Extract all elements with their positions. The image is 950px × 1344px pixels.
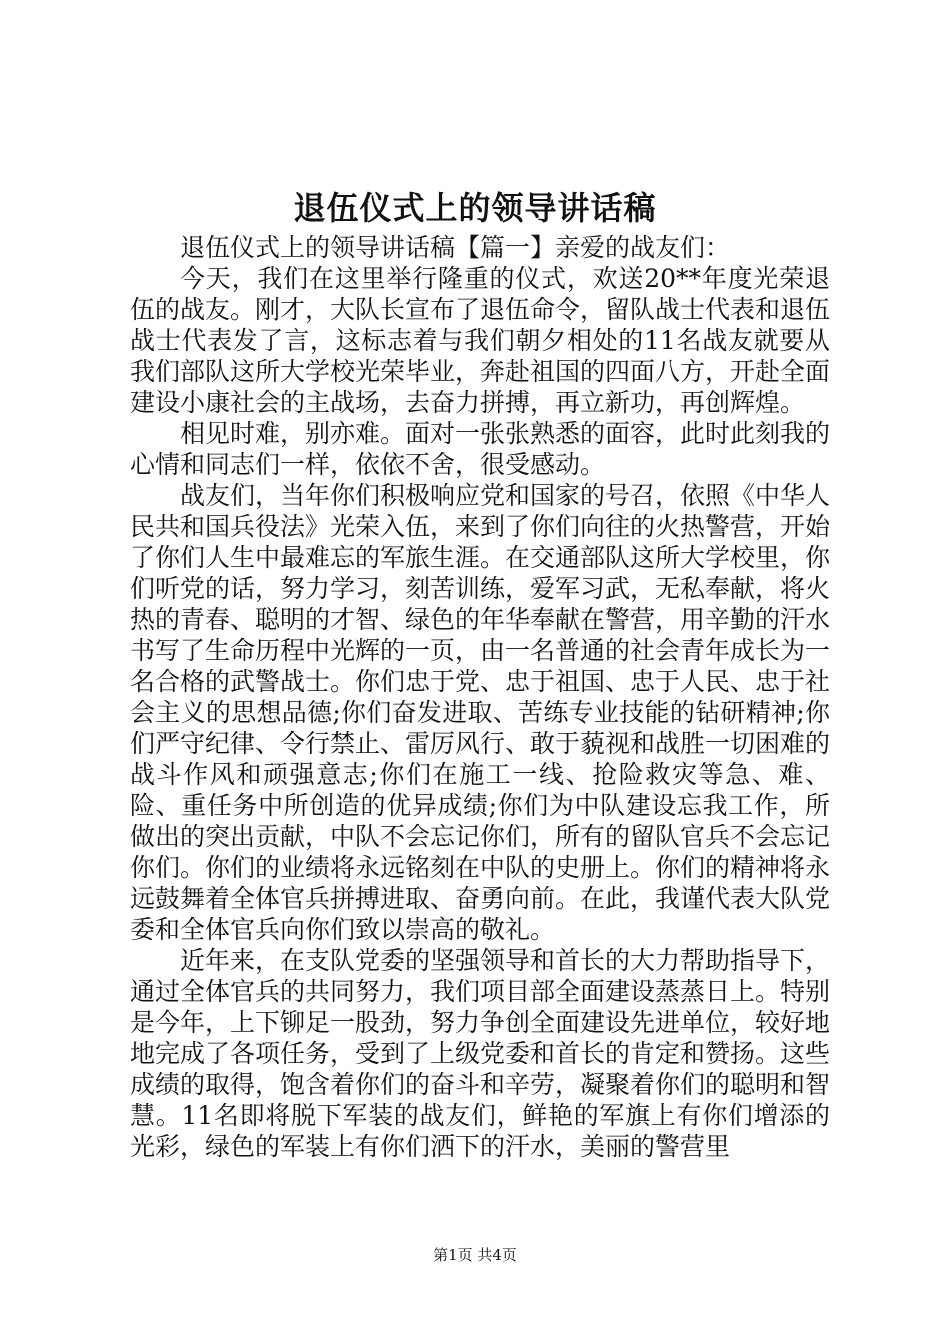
paragraph-greeting: 退伍仪式上的领导讲话稿【篇一】亲爱的战友们：	[180, 233, 731, 262]
paragraph-3: 战友们，当年你们积极响应党和国家的号召，依照《中华人民共和国兵役法》光荣入伍，来到了你们向往的火热警营，开始了你们人生中最难忘的军旅生涯。在交通部队这所大学校里，你们听党的话，努力学习，刻苦训练，爱军习武，无私奉献，将火热的青春、聪明的才智、绿色的年华奉献在警营，用辛勤的汗水书写了生命历程中光辉的一页，由一名普通的社会青年成长为一名合格的武警战士。你们忠于党、忠于祖国、忠于人民、忠于社会主义的思想品德;你们奋发进取、苦练专业技能的钻研精神;你们严守纪律、令行禁止、雷厉风行、敢于藐视和战胜一切困难的战斗作风和顽强意志;你们在施工一线、抢险救灾等急、难、险、重任务中所创造的优异成绩;你们为中队建设忘我工作，所做出的突出贡献，中队不会忘记你们，所有的留队官兵不会忘记你们。你们的业绩将永远铭刻在中队的史册上。你们的精神将永远鼓舞着全体官兵拼搏进取、奋勇向前。在此，我谨代表大队党委和全体官兵向你们致以崇高的敬礼。	[130, 481, 831, 944]
paragraph-2: 相见时难，别亦难。面对一张张熟悉的面容，此时此刻我的心情和同志们一样，依依不舍，很受感动。	[130, 419, 831, 479]
document-title: 退伍仪式上的领导讲话稿	[293, 189, 657, 227]
paragraph-1: 今天，我们在这里举行隆重的仪式，欢送20**年度光荣退伍的战友。刚才，大队长宣布了退伍命令，留队战士代表和退伍战士代表发了言，这标志着与我们朝夕相处的11名战友就要从我们部队这所大学校光荣毕业，奔赴祖国的四面八方，开赴全面建设小康社会的主战场，去奋力拼搏，再立新功，再创辉煌。	[130, 264, 831, 417]
page-footer: 第1页 共4页	[433, 1246, 517, 1264]
paragraph-4: 近年来，在支队党委的坚强领导和首长的大力帮助指导下，通过全体官兵的共同努力，我们项目部全面建设蒸蒸日上。特别是今年，上下铆足一股劲，努力争创全面建设先进单位，较好地地完成了各项任务，受到了上级党委和首长的肯定和赞扬。这些成绩的取得，饱含着你们的奋斗和辛劳，凝聚着你们的聪明和智慧。11名即将脱下军装的战友们，鲜艳的军旗上有你们增添的光彩，绿色的军装上有你们洒下的汗水，美丽的警营里	[130, 946, 831, 1161]
document-body	[130, 232, 830, 1162]
